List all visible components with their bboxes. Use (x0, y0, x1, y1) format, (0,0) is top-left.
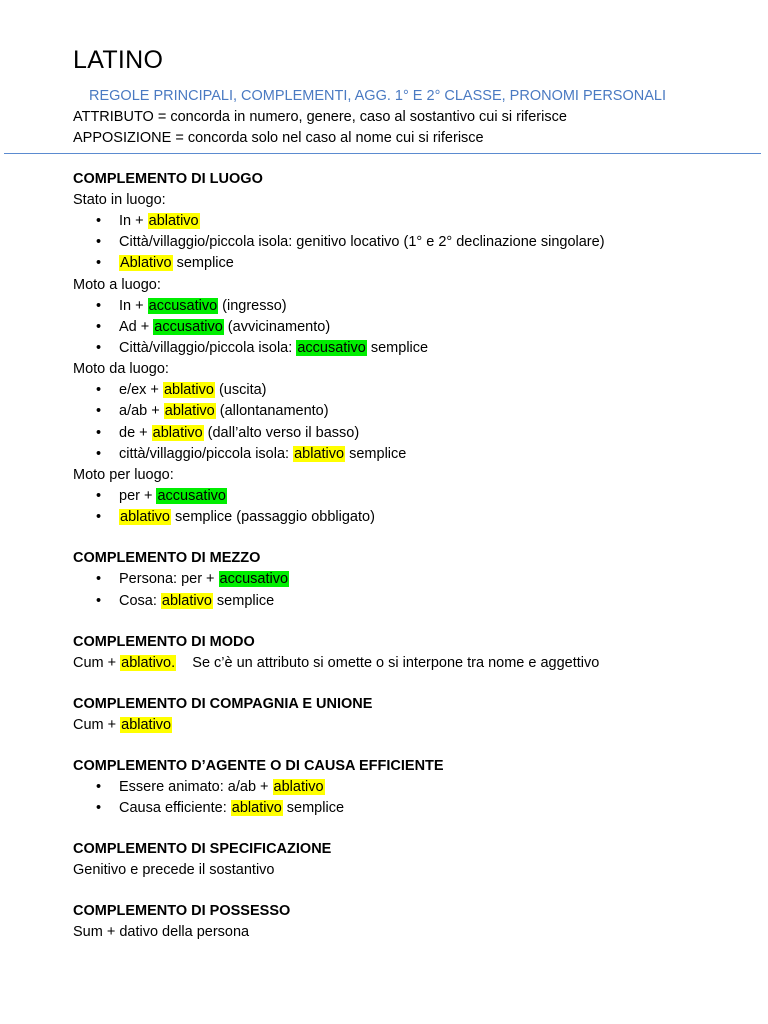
bullet-icon: • (96, 778, 102, 795)
subheading-moto-a-luogo: Moto a luogo: (73, 276, 161, 293)
list-moto-da-luogo (73, 380, 753, 465)
list-mezzo (73, 569, 753, 611)
highlight-ablativo: ablativo (120, 509, 170, 526)
list-moto-a-luogo (73, 296, 753, 360)
list-item: • Cosa: ablativo semplice (73, 591, 753, 612)
highlight-accusativo: accusativo (219, 571, 289, 588)
section-specificazione (73, 839, 753, 881)
section-heading-specificazione: COMPLEMENTO DI SPECIFICAZIONE (73, 841, 332, 858)
highlight-ablativo: ablativo (294, 445, 345, 462)
bullet-icon: • (96, 488, 102, 505)
subheading-moto-da-luogo: Moto da luogo: (73, 361, 169, 378)
list-moto-per-luogo (73, 486, 753, 528)
list-item: • Ablativo semplice (73, 253, 753, 274)
section-mezzo (73, 548, 753, 611)
highlight-ablativo: ablativo (231, 800, 282, 817)
list-item: • Ad + accusativo (avvicinamento) (73, 317, 753, 338)
section-heading-agente: COMPLEMENTO D’AGENTE O DI CAUSA EFFICIENTE (73, 757, 444, 774)
bullet-icon: • (96, 213, 102, 229)
section-heading-modo: COMPLEMENTO DI MODO (73, 633, 255, 650)
bullet-icon: • (96, 297, 102, 314)
section-modo (73, 632, 753, 674)
section-heading-luogo: COMPLEMENTO DI LUOGO (73, 171, 263, 187)
compagnia-text: Cum + ablativo (73, 716, 172, 733)
bullet-icon: • (96, 509, 102, 526)
list-item: • per + accusativo (73, 486, 753, 507)
subheading-moto-per-luogo: Moto per luogo: (73, 467, 174, 484)
highlight-accusativo: accusativo (154, 318, 223, 335)
highlight-ablativo: ablativo (163, 382, 214, 399)
bullet-icon: • (96, 318, 102, 335)
highlight-ablativo: ablativo. (121, 654, 176, 671)
highlight-ablativo: ablativo (164, 403, 215, 420)
list-item: • a/ab + ablativo (allontanamento) (73, 401, 753, 422)
document-body (73, 169, 753, 963)
highlight-accusativo: accusativo (148, 297, 218, 314)
list-agente (73, 777, 753, 819)
list-item: • Città/villaggio/piccola isola: accusativo semplice (73, 338, 753, 359)
list-item: • de + ablativo (dall’alto verso il basso) (73, 423, 753, 444)
list-item: • ablativo semplice (passaggio obbligato) (73, 507, 753, 528)
section-compagnia (73, 694, 753, 736)
document-subtitle: REGOLE PRINCIPALI, COMPLEMENTI, AGG. 1° E 2° CLASSE, PRONOMI PERSONALI (89, 88, 666, 104)
list-item: • Essere animato: a/ab + ablativo (73, 777, 753, 798)
highlight-ablativo: ablativo (152, 424, 203, 441)
section-luogo (73, 169, 753, 528)
section-heading-compagnia: COMPLEMENTO DI COMPAGNIA E UNIONE (73, 695, 373, 712)
document-title: LATINO (73, 46, 164, 74)
list-item: • città/villaggio/piccola isola: ablativo semplice (73, 444, 753, 465)
intro-definitions (73, 107, 567, 149)
bullet-icon: • (96, 403, 102, 420)
bullet-icon: • (96, 571, 102, 588)
bullet-icon: • (96, 424, 102, 441)
subheading-stato-in-luogo: Stato in luogo: (73, 192, 166, 208)
bullet-icon: • (96, 592, 102, 609)
header-divider (4, 153, 761, 154)
highlight-ablativo: Ablativo (120, 255, 172, 272)
section-possesso (73, 901, 753, 943)
bullet-icon: • (96, 445, 102, 462)
bullet-icon: • (96, 800, 102, 817)
definition-apposizione: APPOSIZIONE = concorda solo nel caso al nome cui si riferisce (73, 130, 484, 146)
bullet-icon: • (96, 340, 102, 357)
highlight-accusativo: accusativo (157, 488, 226, 505)
section-heading-mezzo: COMPLEMENTO DI MEZZO (73, 550, 261, 567)
list-item: • Persona: per + accusativo (73, 569, 753, 590)
specificazione-text: Genitivo e precede il sostantivo (73, 862, 275, 879)
list-stato-in-luogo (73, 211, 753, 275)
bullet-icon: • (96, 382, 102, 399)
section-heading-possesso: COMPLEMENTO DI POSSESSO (73, 903, 291, 920)
definition-attributo: ATTRIBUTO = concorda in numero, genere, caso al sostantivo cui si riferisce (73, 109, 567, 125)
highlight-ablativo: ablativo (148, 213, 199, 229)
highlight-ablativo: ablativo (273, 778, 324, 795)
modo-text: Cum + ablativo. Se c’è un attributo si omette o si interpone tra nome e aggettivo (73, 654, 600, 671)
list-item: • In + accusativo (ingresso) (73, 296, 753, 317)
list-item: • Causa efficiente: ablativo semplice (73, 798, 753, 819)
section-agente (73, 756, 753, 819)
possesso-text: Sum + dativo della persona (73, 924, 250, 941)
list-item: • e/ex + ablativo (uscita) (73, 380, 753, 401)
list-item: • In + ablativo (73, 211, 753, 232)
highlight-accusativo: accusativo (297, 340, 366, 357)
bullet-icon: • (96, 255, 102, 272)
bullet-icon: • (96, 234, 102, 251)
list-item: • Città/villaggio/piccola isola: genitivo locativo (1° e 2° declinazione singolare) (73, 232, 753, 253)
highlight-ablativo: ablativo (161, 592, 212, 609)
highlight-ablativo: ablativo (121, 716, 172, 733)
